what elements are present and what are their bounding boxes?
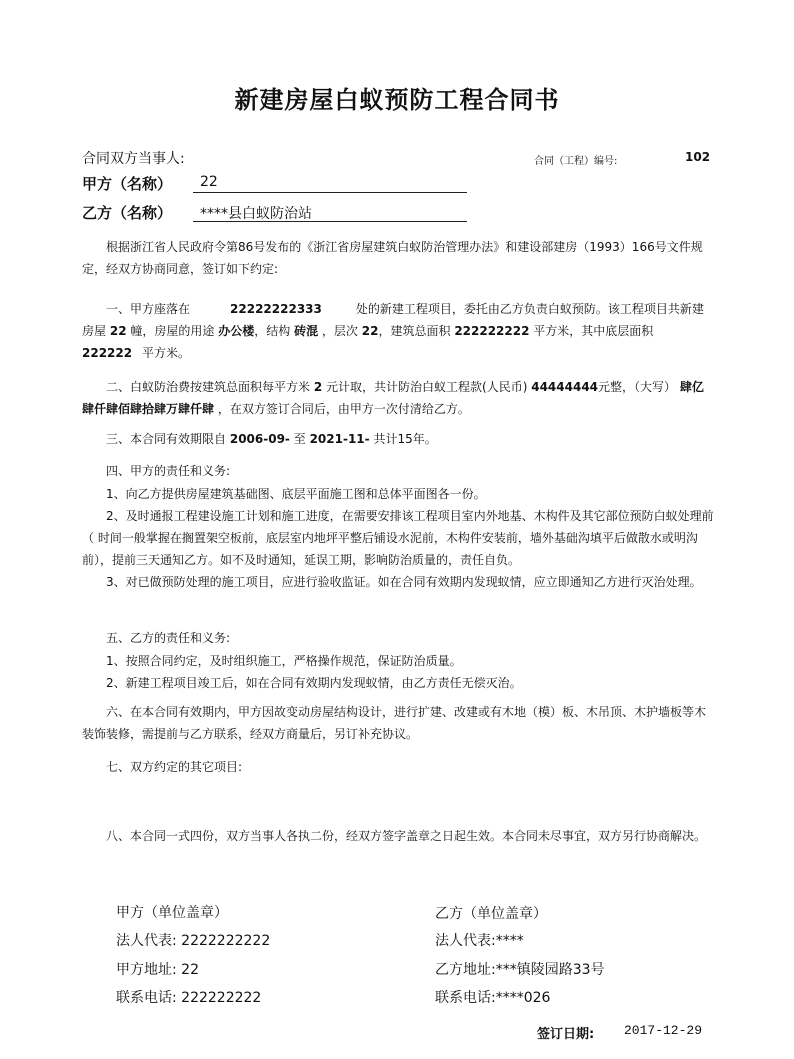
party-a-rep-label: 法人代表:: [116, 933, 177, 949]
clause-2-text: 二、白蚁防治费按建筑总面积每平方米: [106, 380, 311, 394]
clause-2-text: 元整，（大写）: [598, 380, 677, 394]
party-b-underline: [193, 221, 467, 222]
clause-3-start: 2006-09-: [229, 432, 290, 446]
clause-3: [82, 428, 714, 450]
clause-1-text: 一、甲方座落在: [106, 302, 191, 316]
party-b-phone: [435, 987, 550, 1007]
document-title: 新建房屋白蚁预防工程合同书: [234, 85, 560, 114]
clause-4-item: 3、对已做预防处理的施工项目，应进行验收监证。如在合同有效期内发现蚁情，应立即通知乙方进行灭治处理。: [106, 575, 702, 589]
clause-5-heading: 五、乙方的责任和义务:: [106, 631, 231, 645]
party-a-representative: [116, 930, 270, 950]
sign-date-value: 2017-12-29: [624, 1023, 703, 1038]
party-b-value: ****县白蚁防治站: [200, 206, 312, 222]
party-b-rep-label: 法人代表:: [435, 933, 496, 949]
clause-3-text: 至: [293, 432, 306, 446]
clause-2-text: 元计取，共计防治白蚁工程款(人民币): [326, 380, 528, 394]
party-b-tel-value: ****026: [495, 990, 551, 1006]
clause-4-heading: 四、甲方的责任和义务:: [106, 464, 231, 478]
clause-1-structure: 砖混: [294, 324, 319, 338]
clause-6: 六、在本合同有效期内，甲方因故变动房屋结构设计，进行扩建、改建或有木地（模）板、木吊顶、木护墙板等木装饰装修，需提前与乙方联系，经双方商量后，另订补充协议。: [82, 705, 707, 741]
contract-no-label: 合同（工程）编号:: [534, 156, 618, 167]
parties-header: 合同双方当事人:: [82, 151, 185, 167]
clause-1-text: ，层次: [321, 324, 358, 338]
clause-2-amount-upper: 肆亿肆仟肆佰肆拾肆万肆仟肆: [82, 380, 704, 416]
party-a-addr-value: 22: [181, 962, 199, 978]
clause-7: 七、双方约定的其它项目:: [106, 760, 243, 774]
clause-1-text: 平方米，其中底层面积: [533, 324, 654, 338]
clause-1-ground-area: 222222: [82, 346, 133, 360]
party-b-address: [435, 959, 605, 979]
clause-1-text: ，结构: [254, 324, 291, 338]
party-b-label: 乙方（名称）: [82, 204, 173, 222]
party-b-representative: [435, 930, 524, 950]
clause-1: [82, 298, 714, 364]
clause-2: [82, 376, 714, 420]
party-a-seal-title: 甲方（单位盖章）: [116, 905, 228, 921]
clause-2-amount: 44444444: [531, 380, 599, 394]
party-a-addr-label: 甲方地址:: [116, 962, 177, 978]
clause-1-text: 幢，房屋的用途: [130, 324, 215, 338]
party-b-addr-label: 乙方地址:: [435, 962, 496, 978]
clause-3-text: 三、本合同有效期限自: [106, 432, 227, 446]
clause-1-location: 22222222333: [230, 302, 322, 316]
party-a-tel-label: 联系电话:: [116, 990, 177, 1006]
clause-3-text: 共计15年。: [373, 432, 437, 446]
clause-1-floors: 22: [361, 324, 379, 338]
party-a-address: [116, 959, 199, 979]
clause-1-text: 平方米。: [141, 346, 190, 360]
clause-1-text: ，建筑总面积: [378, 324, 451, 338]
party-b-seal-title: 乙方（单位盖章）: [435, 906, 547, 922]
clause-8: 八、本合同一式四份，双方当事人各执二份，经双方签字盖章之日起生效。本合同未尽事宜，双方另行协商解决。: [106, 829, 707, 843]
clause-2-text: ，在双方签订合同后，由甲方一次付清给乙方。: [217, 402, 470, 416]
clause-1-usage: 办公楼: [218, 324, 255, 338]
clause-5-item: 1、按照合同约定，及时组织施工，严格操作规范，保证防治质量。: [106, 654, 462, 668]
party-b-rep-value: ****: [495, 933, 524, 949]
party-b-tel-label: 联系电话:: [435, 990, 496, 1006]
party-a-underline: [193, 192, 467, 193]
party-a-phone: [116, 987, 261, 1007]
party-a-rep-value: 2222222222: [181, 933, 271, 949]
party-b-addr-value: ***镇陵园路33号: [495, 962, 605, 978]
party-a-value: 22: [200, 174, 218, 190]
clause-1-total-area: 222222222: [454, 324, 530, 338]
clause-1-text: 处的新建工程项目，委托由乙方负责白蚁预防。该工程项目共新建房屋: [82, 302, 704, 338]
contract-no-value: 102: [685, 150, 711, 164]
intro-paragraph: 根据浙江省人民政府令第86号发布的《浙江省房屋建筑白蚁防治管理办法》和建设部建房（1993）166号文件规定，经双方协商同意，签订如下约定:: [82, 240, 703, 276]
party-a-tel-value: 222222222: [181, 990, 262, 1006]
clause-5-item: 2、新建工程项目竣工后，如在合同有效期内发现蚁情，由乙方责任无偿灭治。: [106, 676, 522, 690]
clause-4-item: 1、向乙方提供房屋建筑基础图、底层平面施工图和总体平面图各一份。: [106, 487, 486, 501]
sign-date-label: 签订日期:: [537, 1027, 595, 1042]
clause-4-item: 2、及时通报工程建设施工计划和施工进度，在需要安排该工程项目室内外地基、木构件及其它部位预防白蚁处理前（ 时间一般掌握在搁置架空板前，底层室内地坪平整后铺设水泥前，木构件安装前，墙外基础沟填平后做散水或明沟前），提前三天通知乙方。如不及时通知，延误工期，影响防治质量的，责任自负。: [82, 509, 714, 567]
party-a-label: 甲方（名称）: [82, 175, 173, 193]
clause-3-end: 2021-11-: [309, 432, 370, 446]
clause-1-buildings: 22: [109, 324, 127, 338]
clause-2-unit-price: 2: [313, 380, 323, 394]
